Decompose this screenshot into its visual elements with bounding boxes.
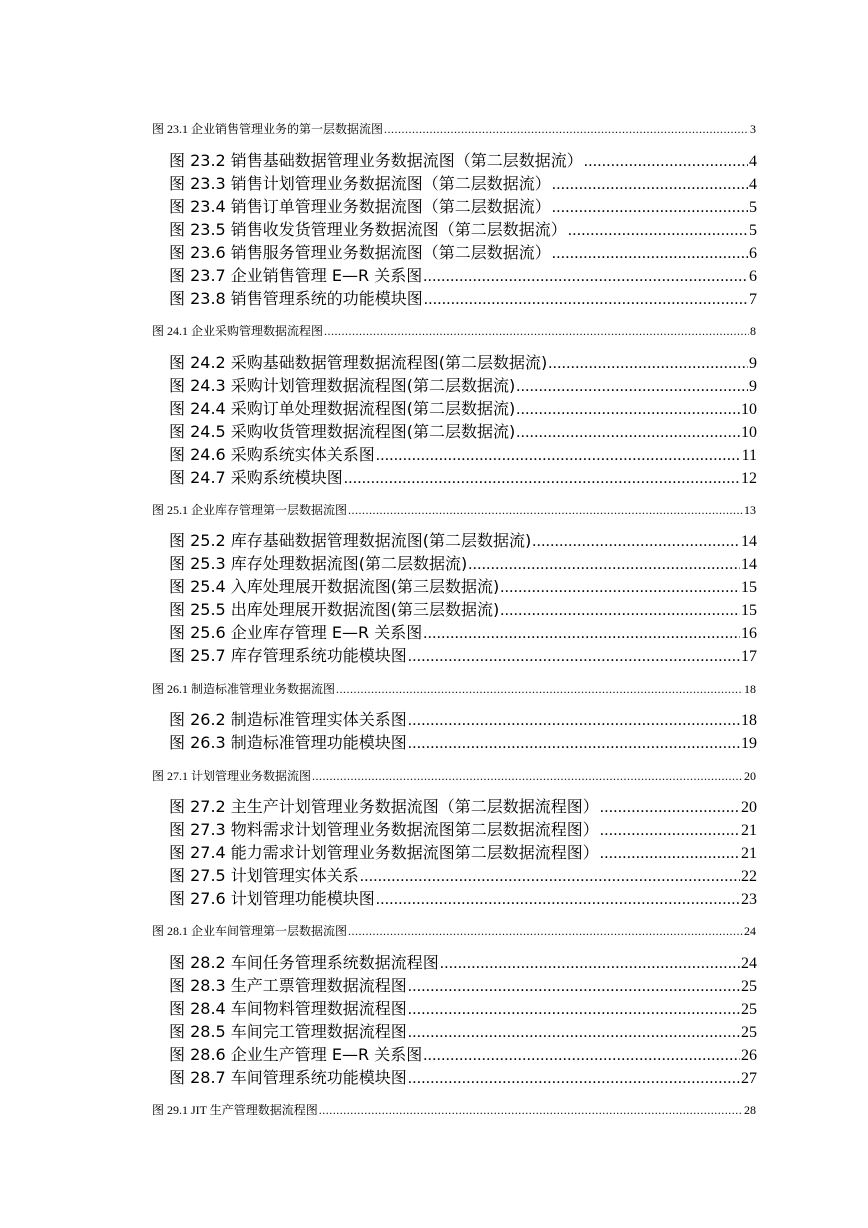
- dot-leader: [376, 891, 740, 906]
- dot-leader: [500, 579, 740, 594]
- toc-entry-page-number: 7: [749, 291, 757, 306]
- toc-entry-label: 图 27.5 计划管理实体关系: [169, 866, 359, 883]
- toc-entry-page-number: 14: [741, 556, 757, 571]
- toc-entry-page-number: 26: [741, 1047, 757, 1062]
- dot-leader: [348, 503, 743, 516]
- dot-leader: [468, 556, 740, 571]
- toc-entry[interactable]: [169, 574, 757, 594]
- toc-entry[interactable]: [169, 171, 757, 191]
- toc-entry-page-number: 14: [741, 533, 757, 548]
- toc-entry[interactable]: [169, 707, 757, 727]
- dot-leader: [408, 978, 740, 993]
- dot-leader: [336, 682, 743, 695]
- toc-entry-page-number: 6: [749, 245, 757, 260]
- dot-leader: [516, 424, 740, 439]
- toc-entry-page-number: 25: [741, 1024, 757, 1039]
- toc-entry-page-number: 6: [749, 268, 757, 283]
- toc-entry-page-number: 28: [744, 1103, 756, 1116]
- toc-entry-page-number: 20: [741, 799, 757, 814]
- toc-entry-label: 图 25.5 出库处理展开数据流图(第三层数据流): [169, 600, 500, 617]
- toc-entry-label: 图 24.5 采购收货管理数据流程图(第二层数据流): [169, 422, 516, 439]
- dot-leader: [552, 245, 748, 260]
- toc-entry-label: 图 28.4 车间物料管理数据流程图: [169, 999, 407, 1016]
- toc-entry-label: 图 28.5 车间完工管理数据流程图: [169, 1022, 407, 1039]
- toc-entry[interactable]: [169, 442, 757, 462]
- dot-leader: [408, 1001, 740, 1016]
- toc-entry[interactable]: [169, 643, 757, 663]
- toc-entry-label: 图 27.6 计划管理功能模块图: [169, 889, 375, 906]
- toc-entry-label: 图 25.1 企业库存管理第一层数据流图: [152, 503, 348, 516]
- toc-entry-label: 图 24.7 采购系统模块图: [169, 468, 343, 485]
- toc-entry[interactable]: [169, 817, 757, 837]
- toc-entry-page-number: 18: [741, 712, 757, 727]
- toc-entry-page-number: 3: [750, 122, 756, 135]
- toc-entry[interactable]: [152, 120, 756, 135]
- toc-entry[interactable]: [152, 767, 756, 782]
- toc-entry[interactable]: [169, 528, 757, 548]
- toc-entry-page-number: 5: [749, 222, 757, 237]
- toc-entry-label: 图 23.5 销售收发货管理业务数据流图（第二层数据流）: [169, 220, 567, 237]
- dot-leader: [423, 1047, 740, 1062]
- toc-entry-label: 图 23.7 企业销售管理 E—R 关系图: [169, 266, 423, 283]
- toc-entry-page-number: 16: [741, 625, 757, 640]
- toc-entry-label: 图 26.1 制造标准管理业务数据流图: [152, 682, 336, 695]
- dot-leader: [408, 1070, 740, 1085]
- toc-entry-label: 图 25.2 库存基础数据管理数据流图(第二层数据流): [169, 531, 532, 548]
- toc-entry-label: 图 24.1 企业采购管理数据流程图: [152, 324, 324, 337]
- toc-entry-page-number: 24: [744, 924, 756, 937]
- toc-entry[interactable]: [169, 465, 757, 485]
- toc-entry-label: 图 25.4 入库处理展开数据流图(第三层数据流): [169, 577, 500, 594]
- dot-leader: [552, 176, 748, 191]
- dot-leader: [600, 845, 740, 860]
- toc-entry-page-number: 8: [750, 324, 756, 337]
- toc-entry[interactable]: [169, 996, 757, 1016]
- dot-leader: [360, 868, 740, 883]
- toc-entry[interactable]: [169, 863, 757, 883]
- toc-entry-page-number: 22: [741, 868, 757, 883]
- dot-leader: [312, 769, 743, 782]
- toc-entry[interactable]: [169, 1019, 757, 1039]
- toc-entry-label: 图 23.4 销售订单管理业务数据流图（第二层数据流）: [169, 197, 551, 214]
- dot-leader: [584, 153, 748, 168]
- toc-entry-page-number: 4: [749, 176, 757, 191]
- toc-entry-page-number: 21: [741, 845, 757, 860]
- toc-entry-label: 图 28.3 生产工票管理数据流程图: [169, 976, 407, 993]
- toc-entry-label: 图 23.3 销售计划管理业务数据流图（第二层数据流）: [169, 174, 551, 191]
- toc-entry-page-number: 15: [741, 579, 757, 594]
- toc-entry-label: 图 28.7 车间管理系统功能模块图: [169, 1068, 407, 1085]
- toc-entry-page-number: 11: [741, 447, 757, 462]
- dot-leader: [408, 1024, 740, 1039]
- dot-leader: [376, 447, 741, 462]
- toc-entry[interactable]: [169, 840, 757, 860]
- dot-leader: [532, 533, 740, 548]
- toc-entry[interactable]: [169, 373, 757, 393]
- toc-entry-page-number: 10: [741, 401, 757, 416]
- dot-leader: [516, 401, 740, 416]
- dot-leader: [408, 712, 740, 727]
- toc-entry[interactable]: [169, 551, 757, 571]
- toc-entry-label: 图 24.3 采购计划管理数据流程图(第二层数据流): [169, 376, 516, 393]
- dot-leader: [568, 222, 748, 237]
- toc-entry[interactable]: [169, 419, 757, 439]
- toc-entry[interactable]: [169, 350, 757, 370]
- toc-entry-page-number: 23: [741, 891, 757, 906]
- toc-entry-page-number: 24: [741, 955, 757, 970]
- toc-entry-page-number: 18: [744, 682, 756, 695]
- toc-entry[interactable]: [169, 886, 757, 906]
- toc-entry-label: 图 24.2 采购基础数据管理数据流程图(第二层数据流): [169, 353, 548, 370]
- dot-leader: [552, 199, 748, 214]
- toc-entry-page-number: 12: [741, 470, 757, 485]
- toc-entry[interactable]: [152, 1101, 756, 1116]
- dot-leader: [324, 324, 749, 337]
- toc-entry[interactable]: [169, 973, 757, 993]
- toc-entry-label: 图 27.3 物料需求计划管理业务数据流图第二层数据流程图）: [169, 820, 599, 837]
- toc-entry-label: 图 27.1 计划管理业务数据流图: [152, 769, 312, 782]
- toc-entry-page-number: 5: [749, 199, 757, 214]
- toc-entry[interactable]: [169, 730, 757, 750]
- dot-leader: [423, 268, 748, 283]
- toc-entry-label: 图 27.2 主生产计划管理业务数据流图（第二层数据流程图）: [169, 797, 599, 814]
- toc-entry-label: 图 26.2 制造标准管理实体关系图: [169, 710, 407, 727]
- toc-entry[interactable]: [169, 263, 757, 283]
- dot-leader: [500, 602, 740, 617]
- toc-entry-label: 图 28.2 车间任务管理系统数据流程图: [169, 953, 439, 970]
- dot-leader: [408, 735, 740, 750]
- toc-entry[interactable]: [169, 286, 757, 306]
- dot-leader: [384, 122, 749, 135]
- toc-entry-label: 图 23.6 销售服务管理业务数据流图（第二层数据流）: [169, 243, 551, 260]
- toc-entry-page-number: 27: [741, 1070, 757, 1085]
- toc-entry-label: 图 29.1 JIT 生产管理数据流程图: [152, 1103, 318, 1116]
- toc-entry-page-number: 21: [741, 822, 757, 837]
- toc-entry[interactable]: [169, 620, 757, 640]
- toc-entry-page-number: 9: [749, 355, 757, 370]
- toc-entry-label: 图 25.3 库存处理数据流图(第二层数据流): [169, 554, 468, 571]
- toc-entry-label: 图 23.2 销售基础数据管理业务数据流图（第二层数据流）: [169, 151, 583, 168]
- toc-entry[interactable]: [169, 396, 757, 416]
- dot-leader: [348, 924, 743, 937]
- toc-entry-page-number: 15: [741, 602, 757, 617]
- dot-leader: [440, 955, 740, 970]
- toc-entry-page-number: 9: [749, 378, 757, 393]
- dot-leader: [424, 291, 748, 306]
- toc-entry[interactable]: [152, 501, 756, 516]
- toc-entry-page-number: 19: [741, 735, 757, 750]
- dot-leader: [516, 378, 748, 393]
- toc-entry[interactable]: [169, 950, 757, 970]
- toc-entry[interactable]: [152, 322, 756, 337]
- toc-entry-page-number: 13: [744, 503, 756, 516]
- toc-entry-page-number: 17: [741, 648, 757, 663]
- toc-entry[interactable]: [169, 194, 757, 214]
- toc-entry[interactable]: [169, 148, 757, 168]
- toc-entry-label: 图 27.4 能力需求计划管理业务数据流图第二层数据流程图）: [169, 843, 599, 860]
- toc-entry-page-number: 20: [744, 769, 756, 782]
- toc-entry-page-number: 25: [741, 978, 757, 993]
- toc-entry-label: 图 24.4 采购订单处理数据流程图(第二层数据流): [169, 399, 516, 416]
- toc-entry-page-number: 25: [741, 1001, 757, 1016]
- dot-leader: [548, 355, 748, 370]
- toc-entry-label: 图 23.1 企业销售管理业务的第一层数据流图: [152, 122, 384, 135]
- toc-entry-page-number: 10: [741, 424, 757, 439]
- toc-entry[interactable]: [152, 922, 756, 937]
- toc-entry-label: 图 28.1 企业车间管理第一层数据流图: [152, 924, 348, 937]
- toc-entry-page-number: 4: [749, 153, 757, 168]
- toc-entry[interactable]: [169, 217, 757, 237]
- dot-leader: [344, 470, 740, 485]
- dot-leader: [408, 648, 740, 663]
- toc-entry[interactable]: [169, 597, 757, 617]
- toc-entry[interactable]: [152, 680, 756, 695]
- dot-leader: [600, 822, 740, 837]
- toc-entry[interactable]: [169, 1065, 757, 1085]
- toc-entry-label: 图 25.7 库存管理系统功能模块图: [169, 646, 407, 663]
- toc-entry[interactable]: [169, 240, 757, 260]
- dot-leader: [600, 799, 740, 814]
- toc-entry[interactable]: [169, 1042, 757, 1062]
- dot-leader: [319, 1103, 743, 1116]
- dot-leader: [423, 625, 740, 640]
- toc-entry[interactable]: [169, 794, 757, 814]
- toc-entry-label: 图 24.6 采购系统实体关系图: [169, 445, 375, 462]
- toc-entry-label: 图 26.3 制造标准管理功能模块图: [169, 733, 407, 750]
- toc-entry-label: 图 23.8 销售管理系统的功能模块图: [169, 289, 423, 306]
- toc-entry-label: 图 28.6 企业生产管理 E—R 关系图: [169, 1045, 423, 1062]
- toc-entry-label: 图 25.6 企业库存管理 E—R 关系图: [169, 623, 423, 640]
